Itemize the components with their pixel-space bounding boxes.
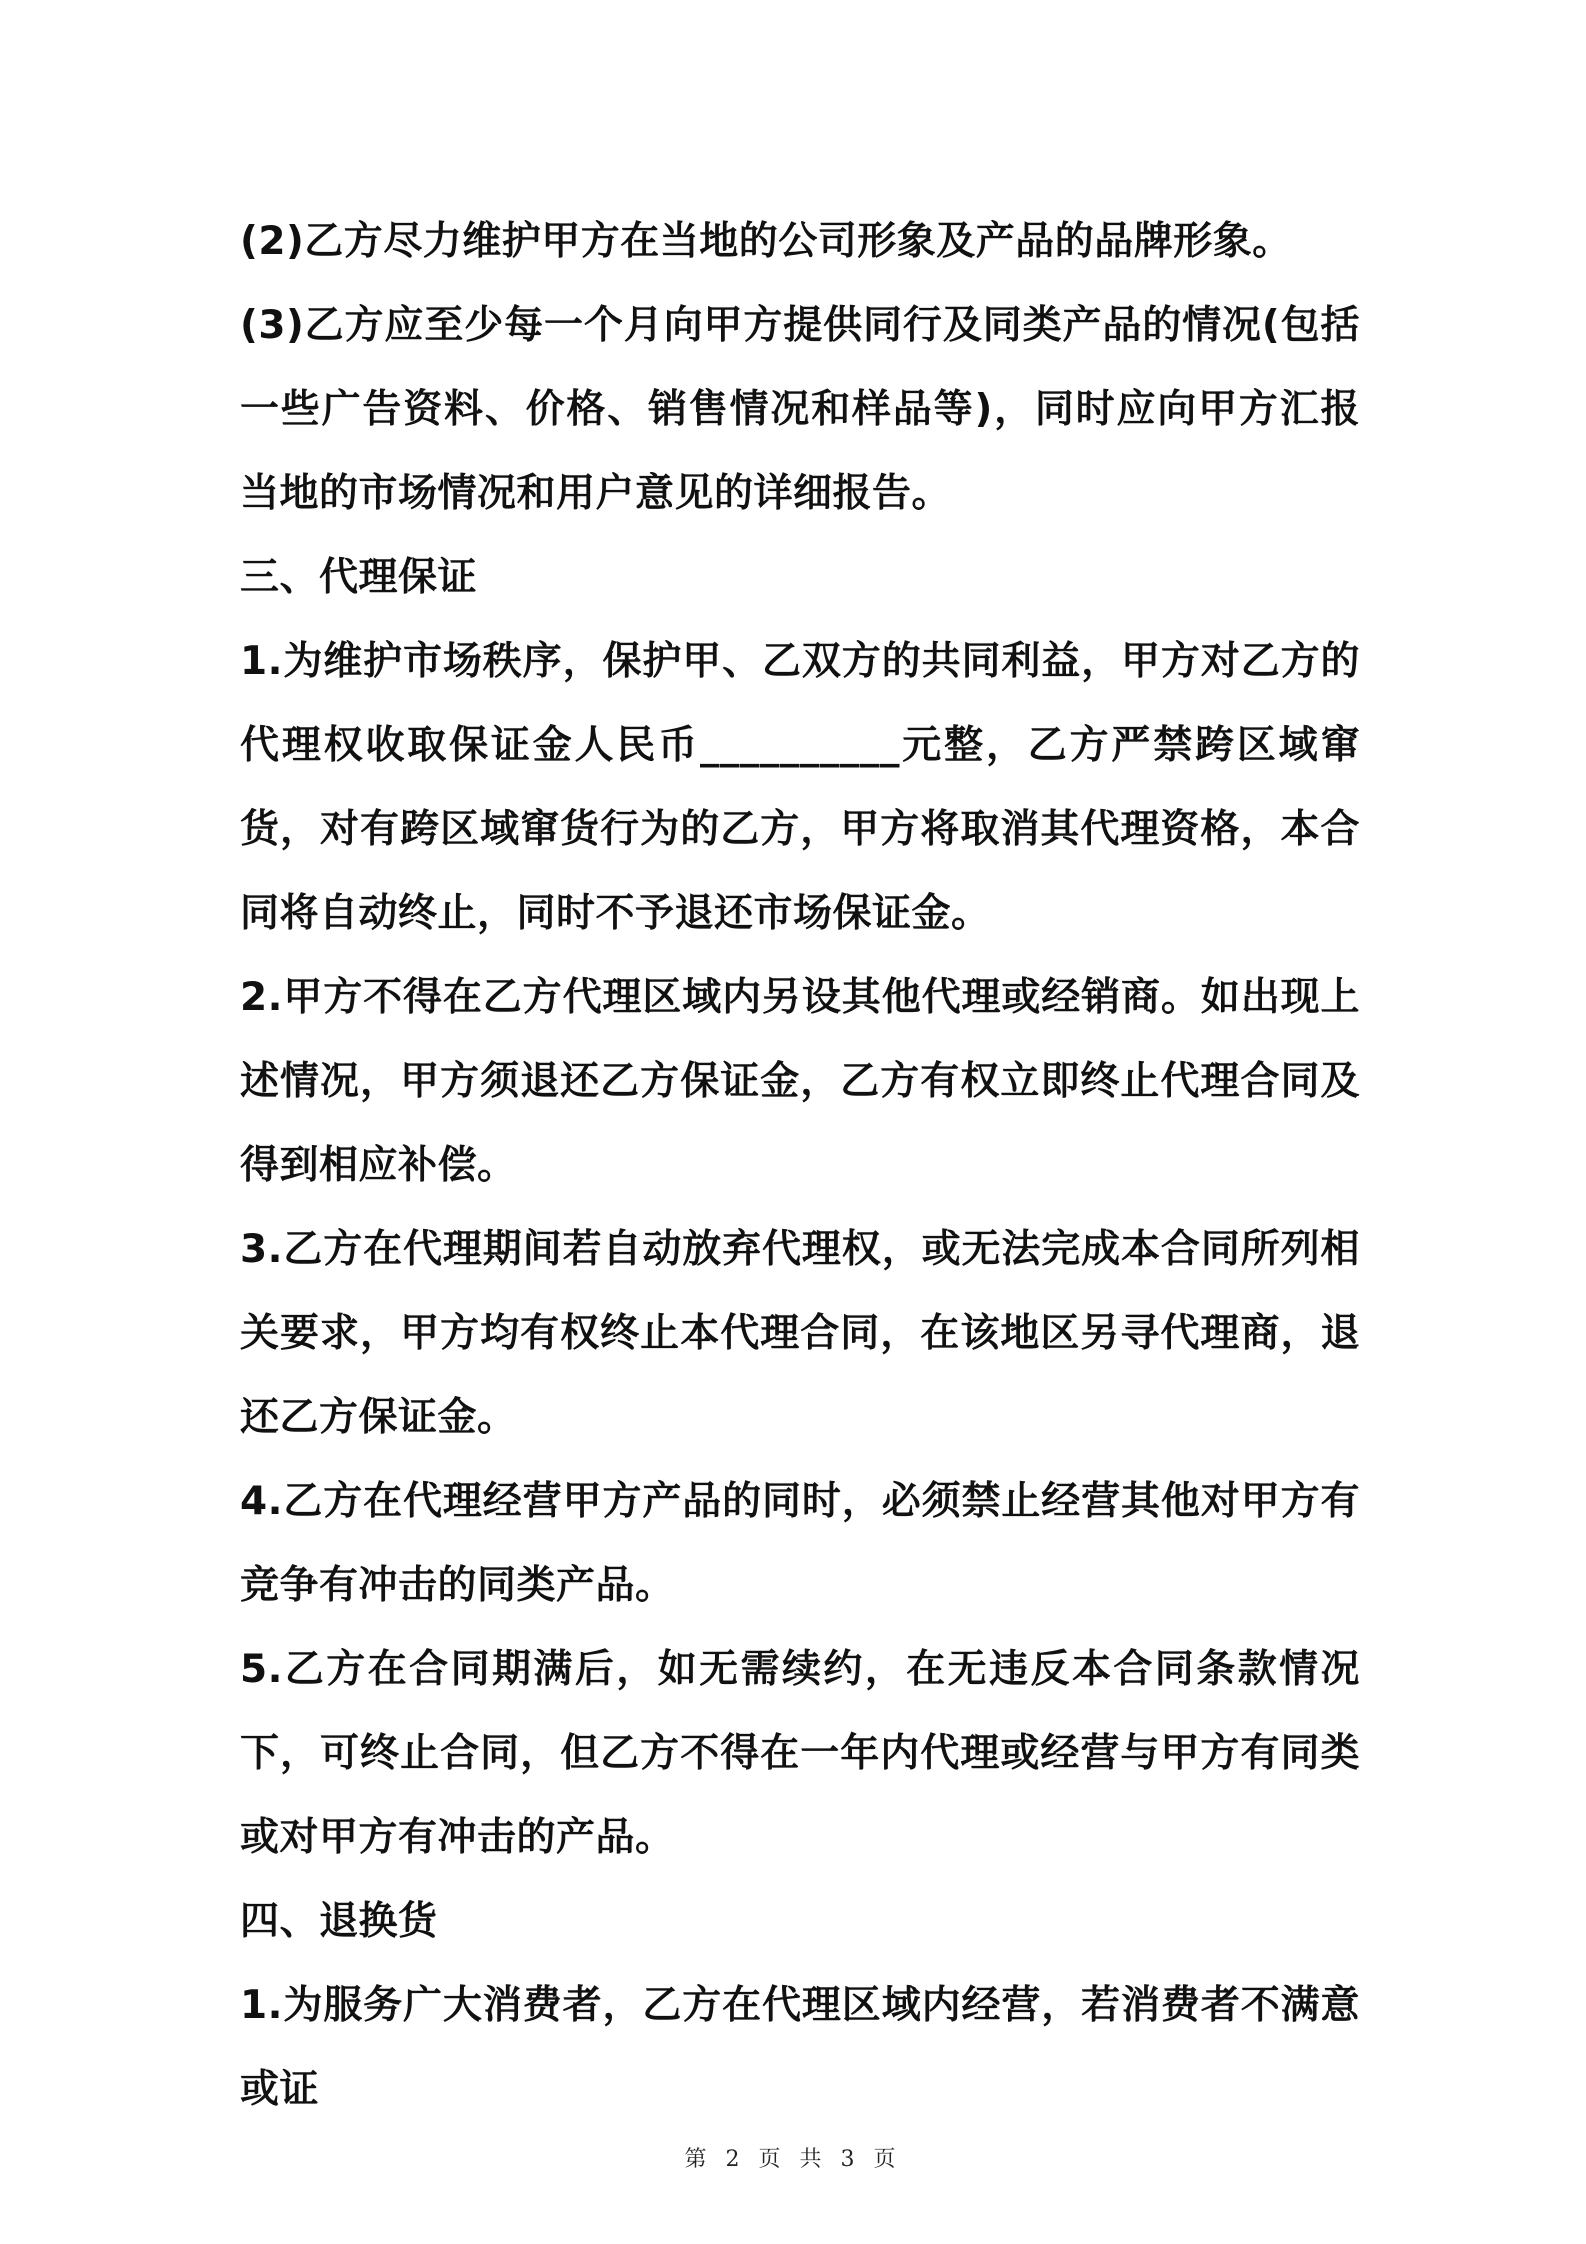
clause-2-3: (3)乙方应至少每一个月向甲方提供同行及同类产品的情况(包括一些广告资料、价格、销售情况和样品等)，同时应向甲方汇报当地的市场情况和用户意见的详细报告。	[240, 303, 1360, 516]
document-body	[240, 200, 1360, 2132]
page-number-footer: 第 2 页 共 3 页	[684, 2147, 902, 2172]
clause-3-2: 2.甲方不得在乙方代理区域内另设其他代理或经销商。如出现上述情况，甲方须退还乙方保证金，乙方有权立即终止代理合同及得到相应补偿。	[240, 975, 1360, 1188]
section-heading-3: 三、代理保证	[240, 555, 478, 600]
clause-4-1: 1.为服务广大消费者，乙方在代理区域内经营，若消费者不满意或证	[240, 1983, 1360, 2112]
clause-3-5: 5.乙方在合同期满后，如无需续约，在无违反本合同条款情况下，可终止合同，但乙方不得在一年内代理或经营与甲方有同类或对甲方有冲击的产品。	[240, 1647, 1360, 1860]
clause-2-2: (2)乙方尽力维护甲方在当地的公司形象及产品的品牌形象。	[240, 219, 1292, 264]
clause-3-3: 3.乙方在代理期间若自动放弃代理权，或无法完成本合同所列相关要求，甲方均有权终止本代理合同，在该地区另寻代理商，退还乙方保证金。	[240, 1227, 1360, 1440]
section-heading-4: 四、退换货	[240, 1899, 438, 1944]
clause-3-4: 4.乙方在代理经营甲方产品的同时，必须禁止经营其他对甲方有竞争有冲击的同类产品。	[240, 1479, 1360, 1608]
clause-3-1: 1.为维护市场秩序，保护甲、乙双方的共同利益，甲方对乙方的代理权收取保证金人民币__________元整，乙方严禁跨区域窜货，对有跨区域窜货行为的乙方，甲方将取消其代理资格，本合同将自动终止，同时不予退还市场保证金。	[240, 639, 1360, 936]
